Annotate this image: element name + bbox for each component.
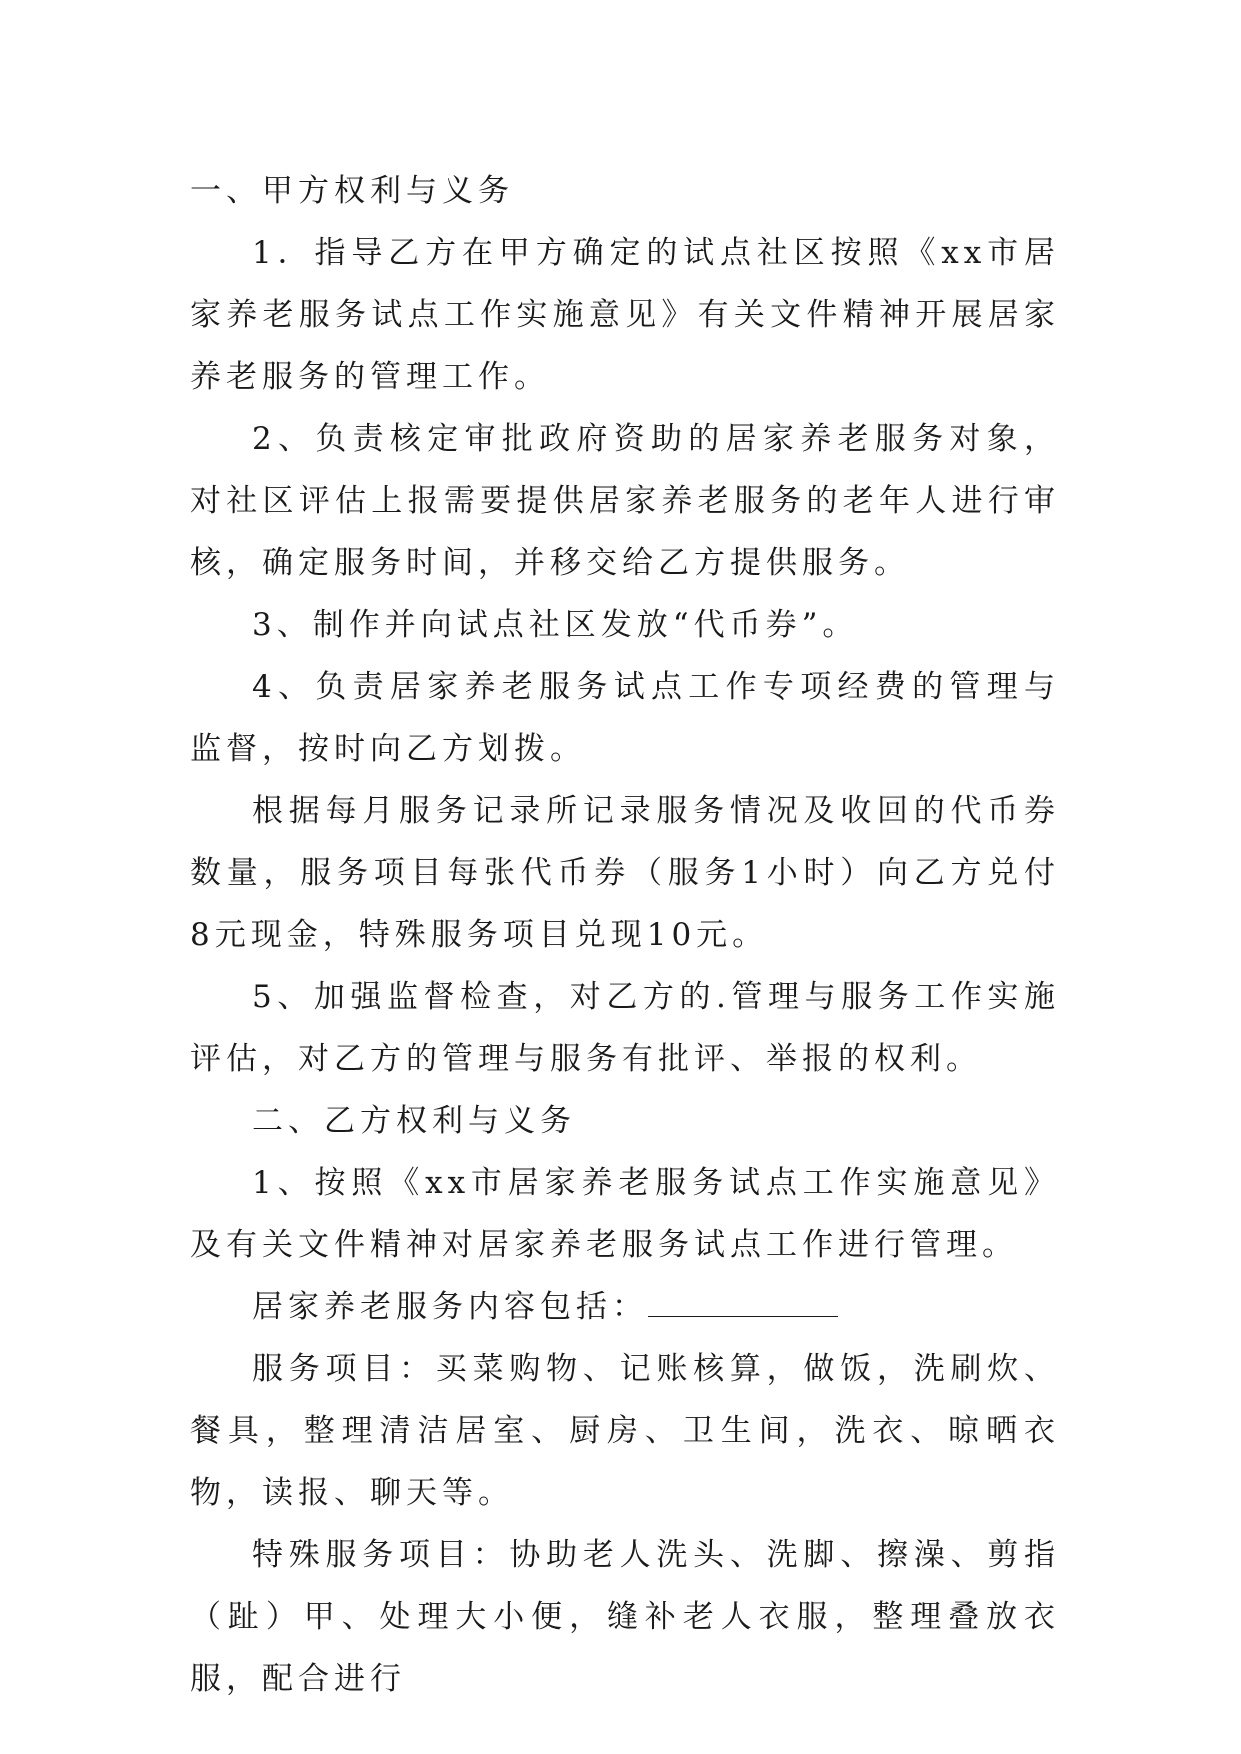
party-a-clause-1: 1．指导乙方在甲方确定的试点社区按照《xx市居家养老服务试点工作实施意见》有关文件精神开展居家养老服务的管理工作。	[190, 235, 1060, 395]
party-a-clause-4-detail: 根据每月服务记录所记录服务情况及收回的代币券数量，服务项目每张代币券（服务1小时）向乙方兑付8元现金，特殊服务项目兑现10元。	[190, 793, 1060, 953]
party-b-service-items: 服务项目：买菜购物、记账核算，做饭，洗刷炊、餐具，整理清洁居室、厨房、卫生间，洗衣、晾晒衣物，读报、聊天等。	[190, 1351, 1060, 1511]
section-heading-party-a: 一、甲方权利与义务	[190, 173, 514, 209]
party-b-special-service-items: 特殊服务项目：协助老人洗头、洗脚、擦澡、剪指（趾）甲、处理大小便，缝补老人衣服，整理叠放衣服，配合进行	[190, 1537, 1060, 1697]
party-a-clause-3: 3、制作并向试点社区发放“代币券”。	[252, 607, 859, 643]
fill-in-blank-line	[648, 1288, 838, 1317]
document-body	[190, 160, 1060, 1710]
party-b-clause-1: 1、按照《xx市居家养老服务试点工作实施意见》及有关文件精神对居家养老服务试点工作进行管理。	[190, 1165, 1060, 1263]
party-a-clause-4: 4、负责居家养老服务试点工作专项经费的管理与监督，按时向乙方划拨。	[190, 669, 1060, 767]
party-b-service-content-line	[190, 1276, 1060, 1338]
service-content-label: 居家养老服务内容包括：	[252, 1289, 648, 1325]
party-a-clause-5: 5、加强监督检查，对乙方的.管理与服务工作实施评估，对乙方的管理与服务有批评、举报的权利。	[190, 979, 1060, 1077]
party-a-clause-2: 2、负责核定审批政府资助的居家养老服务对象，对社区评估上报需要提供居家养老服务的老年人进行审核，确定服务时间，并移交给乙方提供服务。	[190, 421, 1060, 581]
section-heading-party-b: 二、乙方权利与义务	[252, 1103, 576, 1139]
